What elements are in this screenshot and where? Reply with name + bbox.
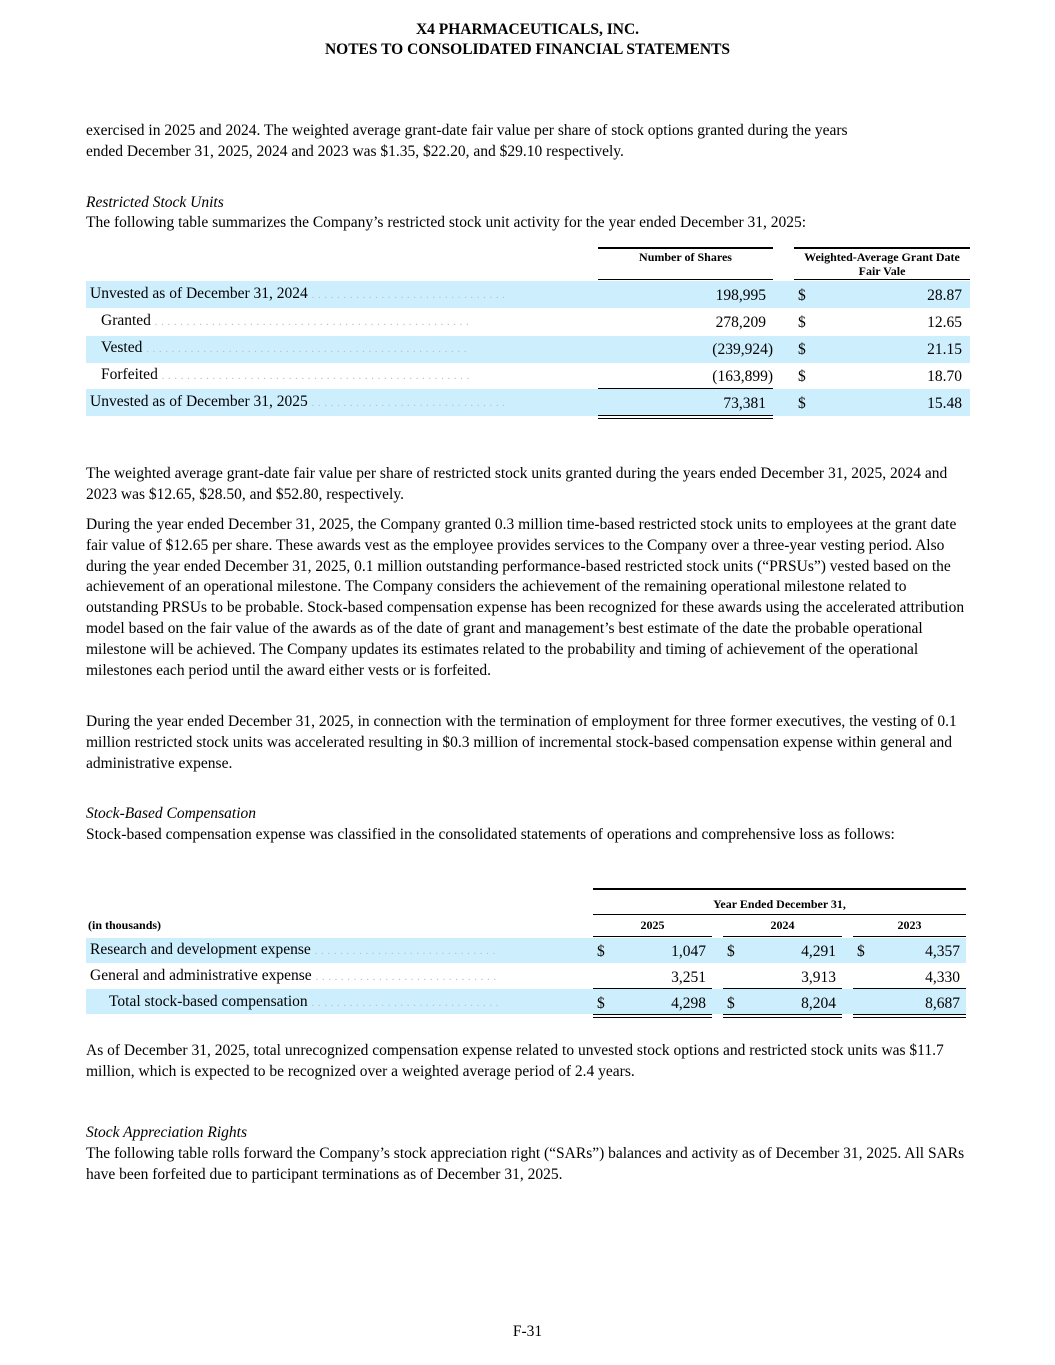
table-row-label: Unvested as of December 31, 2024 ............................... — [90, 285, 509, 302]
table-cell-value: 21.15 — [927, 341, 962, 358]
sbc-heading: Stock-Based Compensation — [86, 805, 257, 822]
col-header-value: Weighted-Average Grant Date Fair Vale — [804, 250, 960, 278]
company-name: X4 PHARMACEUTICALS, INC. — [415, 21, 640, 38]
table-row-label: Total stock-based compensation .............................. — [109, 993, 503, 1010]
table-cell-shares: 73,381 — [723, 395, 766, 412]
units-label: (in thousands) — [88, 918, 162, 932]
sbc-intro: Stock-based compensation expense was classified in the consolidated statements of operations and comprehensive loss as follows: — [86, 826, 895, 843]
table-cell-2025: 1,047 — [671, 943, 706, 960]
rule-total — [598, 415, 773, 416]
sbc-paragraph: As of December 31, 2025, total unrecognized compensation expense related to unvested stock options and restricted stock units was $11.7 million, which is expected to be recognized over a weighted average period of 2.4 years. — [86, 1042, 944, 1080]
table-cell-2025: 3,251 — [671, 969, 706, 986]
rsu-paragraph-3: During the year ended December 31, 2025, in connection with the termination of employment for three former executives, the vesting of 0.1 million restricted stock units was accelerated resulting in $0.3 million of incremental stock-based compensation expense within general and administrative expense. — [86, 713, 957, 772]
table-cell-shares: 278,209 — [715, 314, 766, 331]
rule-total — [593, 1017, 712, 1018]
sar-heading: Stock Appreciation Rights — [86, 1124, 248, 1141]
rule-period — [593, 914, 966, 915]
rule-top-period — [593, 888, 966, 890]
table-cell-2023: 4,330 — [925, 969, 960, 986]
table-cell-shares: (239,924) — [712, 341, 773, 358]
table-cell-value: 18.70 — [927, 368, 962, 385]
table-cell-dollar: $ — [857, 943, 865, 960]
rule-total — [723, 1017, 842, 1018]
table-cell-2023: 8,687 — [925, 995, 960, 1012]
rule-year — [593, 936, 712, 937]
rule-year — [723, 936, 842, 937]
table-cell-dollar: $ — [597, 943, 605, 960]
table-cell-dollar: $ — [727, 995, 735, 1012]
table-cell-value: 28.87 — [927, 287, 962, 304]
table-cell-2024: 4,291 — [801, 943, 836, 960]
table-row-label: Forfeited ................................................. — [101, 366, 473, 383]
table-cell-dollar: $ — [798, 368, 806, 385]
rule-total — [593, 1014, 712, 1015]
table-cell-shares: (163,899) — [712, 368, 773, 385]
table-row-label: General and administrative expense ............................. — [90, 967, 500, 984]
rule-header-value — [794, 279, 970, 280]
rule-total — [598, 418, 773, 419]
rule-total — [853, 1014, 966, 1015]
rsu-paragraph-1: The weighted average grant-date fair value per share of restricted stock units granted during the years ended December 31, 2025, 2024 and 2023 was $12.65, $28.50, and $52.80, respectively. — [86, 465, 948, 503]
table-row-label: Vested ................................................... — [101, 339, 471, 356]
rule-total — [723, 1014, 842, 1015]
rule-total — [853, 1017, 966, 1018]
rule-subtotal — [593, 988, 712, 989]
table-cell-dollar: $ — [727, 943, 735, 960]
col-header-shares: Number of Shares — [639, 250, 732, 264]
table-row-label: Granted .................................................. — [101, 312, 473, 329]
year-header: 2025 — [640, 918, 665, 932]
rule-top-shares — [598, 247, 773, 249]
table-cell-dollar: $ — [798, 341, 806, 358]
table-cell-dollar: $ — [798, 314, 806, 331]
table-row-label: Research and development expense ............................. — [90, 941, 499, 958]
table-cell-value: 15.48 — [927, 395, 962, 412]
rsu-intro: The following table summarizes the Company’s restricted stock unit activity for the year ended December 31, 2025: — [86, 214, 807, 231]
page-number: F-31 — [512, 1323, 543, 1340]
table-cell-2024: 8,204 — [801, 995, 836, 1012]
table-cell-2023: 4,357 — [925, 943, 960, 960]
year-header: 2023 — [897, 918, 922, 932]
sar-paragraph: The following table rolls forward the Company’s stock appreciation right (“SARs”) balances and activity as of December 31, 2025. All SARs have been forfeited due to participant terminations as of December 31, 2025. — [86, 1145, 965, 1183]
rule-top-value — [794, 247, 970, 249]
rsu-heading: Restricted Stock Units — [86, 194, 224, 211]
table-cell-2025: 4,298 — [671, 995, 706, 1012]
period-header: Year Ended December 31, — [713, 897, 846, 911]
rule-subtotal — [723, 988, 842, 989]
rsu-paragraph-2: During the year ended December 31, 2025, the Company granted 0.3 million time-based restricted stock units to employees at the grant date fair value of $12.65 per share. These awards vest as the employee provides services to the Company over a three-year vesting period. Also during the year ended December 31, 2025, 0.1 million outstanding performance-based restricted stock units (“PRSUs”) vested based on the achievement of an operational milestone. The Company considers the achievement of the remaining operational milestone related to outstanding PRSUs to be probable. Stock-based compensation expense has been recognized for these awards using the accelerated attribution model based on the fair value of the awards as of the date of grant and management’s best estimate of the date the probable operational milestone will be achieved. The Company updates its estimates related to the probability and timing of achievement of the operational milestones each period until the award either vests or is forfeited. — [86, 516, 965, 679]
table-cell-dollar: $ — [798, 287, 806, 304]
rule-year — [853, 936, 966, 937]
table-cell-value: 12.65 — [927, 314, 962, 331]
table-cell-dollar: $ — [597, 995, 605, 1012]
rule-subtotal — [853, 988, 966, 989]
year-header: 2024 — [770, 918, 795, 932]
table-row-label: Unvested as of December 31, 2025 ............................... — [90, 393, 509, 410]
table-cell-shares: 198,995 — [715, 287, 766, 304]
table-cell-2024: 3,913 — [801, 969, 836, 986]
page-subtitle: NOTES TO CONSOLIDATED FINANCIAL STATEMENTS — [324, 41, 731, 58]
intro-line-2: ended December 31, 2025, 2024 and 2023 was $1.35, $22.20, and $29.10 respectively. — [86, 143, 624, 160]
rule-subtotal — [598, 388, 773, 389]
intro-line-1: exercised in 2025 and 2024. The weighted average grant-date fair value per share of stock options granted during the years — [86, 122, 848, 139]
rule-header-shares — [598, 279, 773, 280]
table-cell-dollar: $ — [798, 395, 806, 412]
